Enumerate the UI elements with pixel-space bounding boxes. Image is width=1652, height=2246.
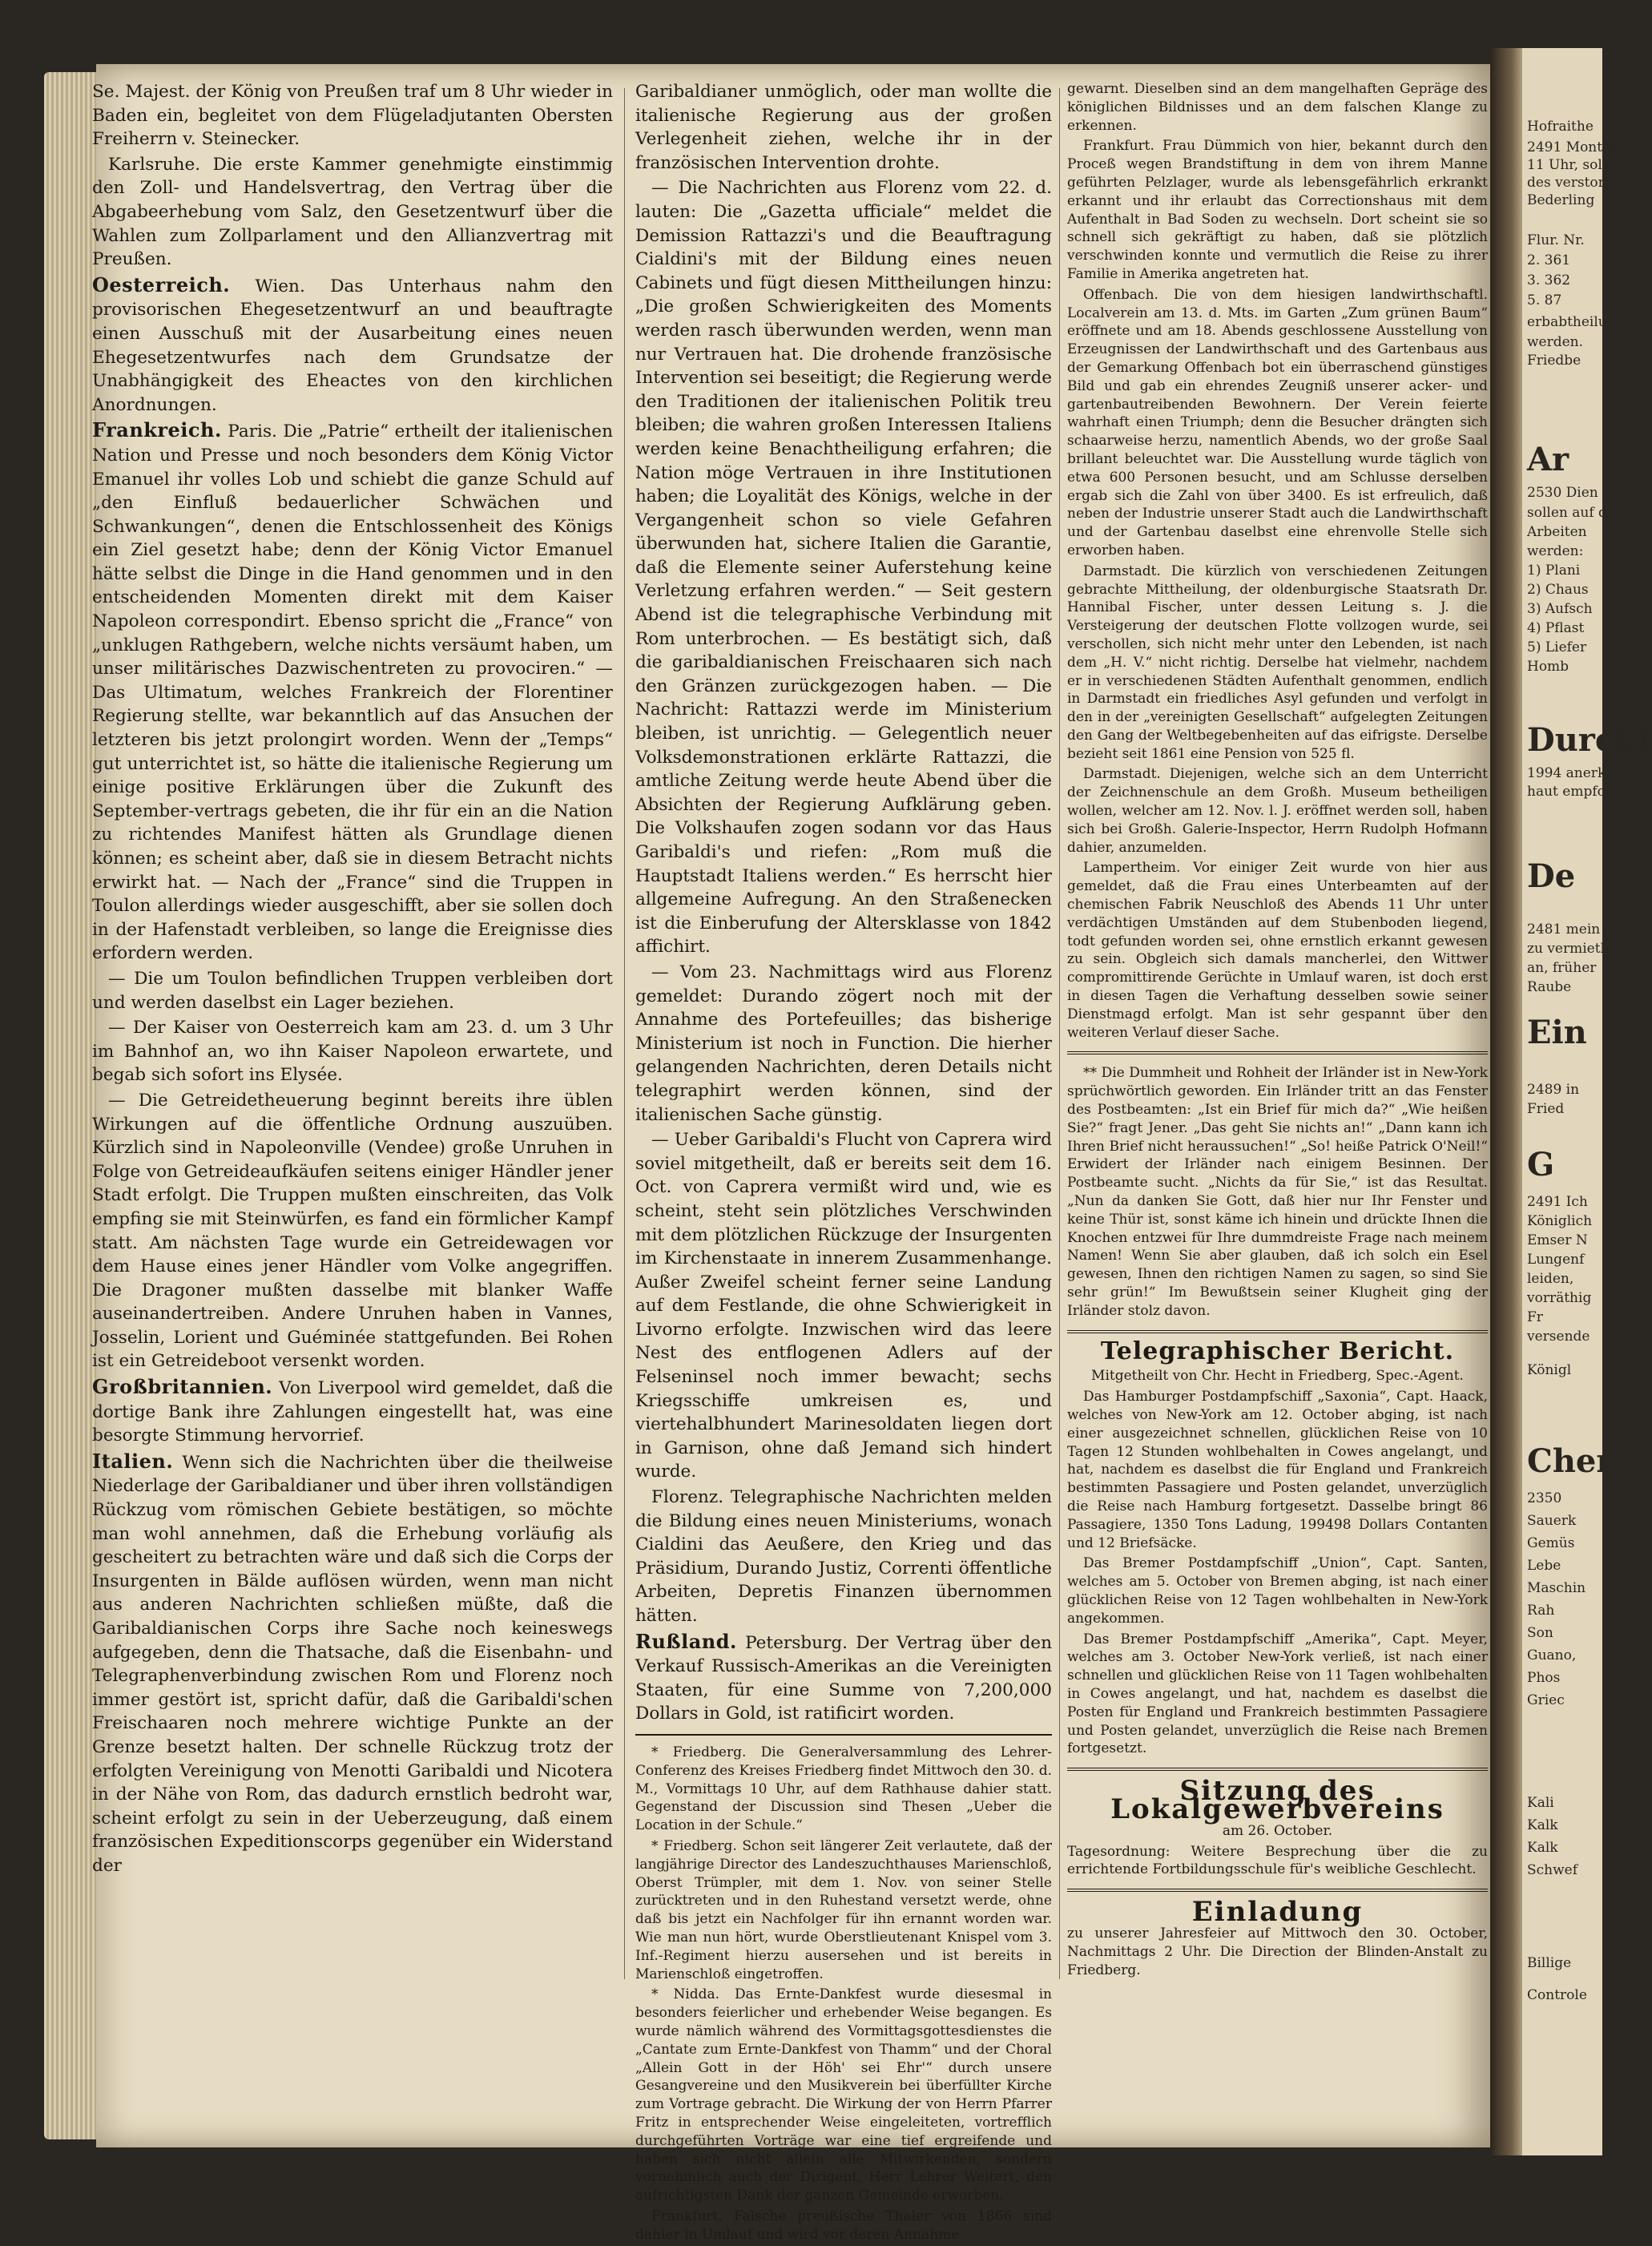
- telegraph-report-title: Telegraphischer Bericht.: [1100, 1337, 1455, 1365]
- article-paragraph: Paris. Die „Patrie“ ertheilt der italienischen Nation und Presse und noch besonders dem König Victor Emanuel ihr volles Lob und schiebt die ganze Schuld auf „den Einfluß bedauerlicher Schwächen und Schwankungen“, denen die Entschlossenheit des Königs ein Ziel gesetzt habe; denn der König Victor Emanuel hätte selbst die Dinge in die Hand genommen und in den entscheidenden Momenten direkt mit dem Kaiser Napoleon correspondirt. Ebenso spricht die „France“ von „unklugen Rathgebern, welche nichts versäumt haben, um unser militärisches Dazwischentreten zu provociren.“ — Das Ultimatum, welches Frankreich der Florentiner Regierung stellte, war bekanntlich auf das Ansuchen der letzteren bis jetzt prolongirt worden. Wenn der „Temps“ gut unterrichtet ist, so hätte die italienische Regierung um einige positive Erklärungen über die Zukunft des September-vertrags gebeten, die ihr für ein an die Nation zu richtendes Manifest hätten als Grundlage dienen können; es scheint aber, daß sie in diesem Betracht nichts erwirkt hat. — Nach der „France“ sind die Truppen in Toulon allerdings wieder ausgeschifft, aber sie sollen doch in der Hafenstadt verbleiben, so lange die Ereignisse dies erfordern werden.: [92, 421, 613, 964]
- local-news-item: Darmstadt. Die kürzlich von verschiedenen Zeitungen gebrachte Mittheilung, der oldenburgische Staatsrath Dr. Hannibal Fischer, unter dessen Leitung s. J. die Versteigerung der deutschen Flotte vollzogen wurde, sei verschollen, sich nicht mehr unter den Lebenden, ist nach dem „H. V.“ nicht richtig. Derselbe hat vielmehr, nachdem er in verschiedenen Städten Aufenthalt genommen, endlich in Darmstadt ein friedliches Asyl gefunden und verfolgt in den in der „vereinigten Gesellschaft“ aufgelegten Zeitungen den Gang der Weltbegebenheiten auf das eifrigste. Derselbe bezieht seit 1861 eine Pension von 525 fl.: [1067, 563, 1488, 762]
- fragment-text: Lungenf: [1527, 1252, 1585, 1268]
- fragment-text: Maschin: [1527, 1580, 1586, 1596]
- local-news-item: gewarnt. Dieselben sind an dem mangelhaften Gepräge des königlichen Bildnisses und an dem falschen Klange zu erkennen.: [1067, 81, 1488, 134]
- section-heading: Italien.: [92, 1449, 174, 1473]
- article-paragraph: — Vom 23. Nachmittags wird aus Florenz gemeldet: Durando zögert noch mit der Annahme des Portefeuilles; das bisherige Ministerium ist noch in Function. Die hierher gelangenden Nachrichten, deren Details nicht telegraphirt werden können, sind der italienischen Sache günstig.: [635, 962, 1052, 1125]
- article-paragraph: — Der Kaiser von Oesterreich kam am 23. d. um 3 Uhr im Bahnhof an, wo ihn Kaiser Napoleon erwartete, und begab sich sofort ins Elysée.: [92, 1018, 613, 1086]
- article-paragraph: — Ueber Garibaldi's Flucht von Caprera wird soviel mitgetheilt, daß er bereits seit dem 16. Oct. von Caprera vermißt wird und, wie es scheint, steht sein plötzliches Verschwinden mit dem plötzlichen Rückzuge der Insurgenten im Kirchenstaate in innerem Zusammenhange. Außer Zweifel scheint ferner seine Landung auf dem Festlande, die ohne Schwierigkeit in Livorno erfolgte. Inzwischen wird das leere Nest des entflogenen Adlers auf der Felseninsel noch immer bewacht; sechs Kriegsschiffe umkreisen es, und viertehalbhundert Marinesoldaten liegen dort in Garnison, ohne daß Jemand sich hindert wurde.: [635, 1130, 1052, 1482]
- article-paragraph: Se. Majest. der König von Preußen traf um 8 Uhr wieder in Baden ein, begleitet von dem Flügeladjutanten Obersten Freiherrn v. Steinecker.: [92, 82, 613, 150]
- meeting-notice-title: Sitzung des Lokalgewerbvereins: [1110, 1775, 1444, 1825]
- fragment-text: 3. 362: [1527, 272, 1571, 288]
- fragment-text: Guano,: [1527, 1647, 1577, 1663]
- fragment-text: leiden,: [1527, 1271, 1574, 1287]
- fragment-text: Ein: [1527, 1014, 1587, 1051]
- fragment-text: werden.: [1527, 334, 1584, 350]
- telegraph-item: Das Bremer Postdampfschiff „Amerika“, Capt. Meyer, welches am 3. October New-York verließ, ist nach einer schnellen und glücklichen Reise von 11 Tagen wohlbehalten in Cowes angelangt, und hat, nachdem es daselbst die Posten für England und Frankreich bestimmten Passagiere und Posten gelandet, unverzüglich die Reise nach Bremen fortgesetzt.: [1067, 1631, 1488, 1757]
- fragment-text: Fried: [1527, 1101, 1565, 1117]
- fragment-text: Fr: [1527, 1309, 1543, 1325]
- fragment-text: Sauerk: [1527, 1513, 1577, 1529]
- article-paragraph: Garibaldianer unmöglich, oder man wollte die italienische Regierung aus der großen Verlegenheit ziehen, welche ihr in der französischen Intervention drohte.: [635, 82, 1052, 173]
- anecdote-paragraph: ** Die Dummheit und Rohheit der Irländer ist in New-York sprüchwörtlich geworden. Ein Irländer tritt an das Fenster des Postbeamten: „Ist ein Brief für mich da?“ „Wie heißen Sie?“ fragt Jener. „Das geht Sie nichts an!“ „Dann kann ich Ihren Brief nicht heraussuchen!“ „So! heiße Patrick O'Neil!“ Erwidert der Irländer nach einigem Besinnen. Der Postbeamte sucht. „Nichts da für Sie,“ ist das Resultat. „Nun da danken Sie Gott, daß hier nur Ihr Fenster und keine Thür ist, sonst käme ich hinein und drückte Ihnen die Knochen entzwei für Ihre dummdreiste Frage nach meinem Namen! Wenn Sie aber glauben, daß ich solch ein Esel gewesen, Ihnen den richtigen Namen zu sagen, so sind Sie sehr grün!“ Im Bewußtsein seiner Klugheit ging der Irländer stolz davon.: [1067, 1065, 1488, 1319]
- fragment-text: 5) Liefer: [1527, 639, 1587, 655]
- fragment-text: 2350: [1527, 1490, 1562, 1506]
- adjacent-page-fragment: [1522, 48, 1652, 2155]
- fragment-text: des verstorben: [1527, 175, 1630, 191]
- telegraph-source: Mitgetheilt von Chr. Hecht in Friedberg, Spec.-Agent.: [1091, 1368, 1464, 1385]
- fragment-text: Friedbe: [1527, 353, 1581, 369]
- fragment-text: 2530 Dien: [1527, 485, 1598, 501]
- fragment-text: Königl: [1527, 1362, 1572, 1378]
- local-news-block: [635, 1744, 1052, 2244]
- fragment-text: 4) Pflast: [1527, 620, 1585, 636]
- section-heading: Rußland.: [635, 1629, 737, 1653]
- fragment-text: G: [1527, 1146, 1555, 1183]
- fragment-text: 2491 Montag: [1527, 139, 1620, 155]
- section-rule: [1067, 1889, 1488, 1892]
- fragment-text: Emser N: [1527, 1232, 1588, 1248]
- fragment-text: vorräthig: [1527, 1290, 1592, 1306]
- fragment-text: Schwef: [1527, 1862, 1578, 1878]
- fragment-text: 1) Plani: [1527, 563, 1581, 579]
- fragment-text: erbabtheilung: [1527, 314, 1625, 330]
- fragment-text: Königlich: [1527, 1213, 1593, 1229]
- article-paragraph: Florenz. Telegraphische Nachrichten melden die Bildung eines neuen Ministeriums, wonach Cialdini das Aeußere, den Krieg und das Präsidium, Durando Justiz, Correnti öffentliche Arbeiten, Depretis Finanzen übernommen hätten.: [635, 1487, 1052, 1626]
- local-news-item: Offenbach. Die von dem hiesigen landwirthschaftl. Localverein am 13. d. Mts. im Garten „Zum grünen Baum“ eröffnete und am 18. Abends geschlossene Ausstellung von Erzeugnissen der Landwirthschaft und des Gartenbaus aus der Gemarkung Offenbach bot ein überraschend günstiges Bild und gab ein ehrendes Zeugniß unserer acker- und gartenbautreibenden Bewohnern. Der Verein feierte wahrhaft einen Triumph; denn die Besucher drängten sich schaarweise herzu, namentlich Abends, wo der große Saal brillant beleuchtet war. Die Ausstellung wurde täglich von etwa 600 Personen besucht, und am Schlusse derselben ergab sich die Zahl von über 3400. Es ist erfreulich, daß neben der Industrie unserer Stadt auch die Landwirthschaft und der Gartenbau daselbst eine ehrenvolle Stelle sich erworben haben.: [1067, 286, 1488, 558]
- article-paragraph: — Die um Toulon befindlichen Truppen verbleiben dort und werden daselbst ein Lager beziehen.: [92, 968, 613, 1013]
- fragment-text: Kali: [1527, 1795, 1554, 1811]
- section-rule: [1067, 1768, 1488, 1771]
- fragment-text: Controle: [1527, 1987, 1587, 2003]
- fragment-text: 2481 mein: [1527, 921, 1601, 938]
- telegraph-item: Das Hamburger Postdampfschiff „Saxonia“, Capt. Haack, welches von New-York am 12. October abging, ist nach einer ausgezeichnet schnellen, glücklichen Reise von 10 Tagen 12 Stunden wohlbehalten in Cowes angelangt, und hat, nachdem es daselbst die für England und Frankreich bestimmten Passagiere und Posten gelandet, unverzüglich die Reise nach Hamburg fortgesetzt. Dasselbe bringt 86 Passagiere, 1350 Tons Ladung, 199498 Dollars Contanten und 12 Briefsäcke.: [1067, 1389, 1488, 1551]
- section-rule: [1067, 1051, 1488, 1054]
- invitation-text: zu unserer Jahresfeier auf Mittwoch den 30. October, Nachmittags 2 Uhr. Die Direction der Blinden-Anstalt zu Friedberg.: [1067, 1925, 1488, 1978]
- fragment-text: 2) Chaus: [1527, 582, 1589, 598]
- fragment-text: Griec: [1527, 1692, 1565, 1708]
- fragment-text: Durchf: [1527, 721, 1652, 759]
- fragment-text: Hofraithe: [1527, 119, 1594, 135]
- column-divider: [624, 88, 625, 1979]
- fragment-text: 1994 anerk: [1527, 765, 1606, 781]
- telegraph-item: Das Bremer Postdampfschiff „Union“, Capt. Santen, welches am 5. October von Bremen abging, ist nach einer glücklichen Reise von 12 Tagen wohlbehalten in New-York angekommen.: [1067, 1555, 1488, 1627]
- meeting-notice-date: am 26. October.: [1222, 1822, 1333, 1839]
- section-rule: [635, 1734, 1052, 1736]
- fragment-text: 2489 in: [1527, 1082, 1580, 1098]
- fragment-text: 3) Aufsch: [1527, 601, 1593, 617]
- local-news-item: Darmstadt. Diejenigen, welche sich an dem Unterricht der Zeichnenschule an dem Großh. Museum betheiligen wollen, welcher am 12. Nov. l. J. eröffnet werden soll, haben sich bei Großh. Galerie-Inspector, Herrn Rudolph Hofmann dahier, anzumelden.: [1067, 766, 1488, 856]
- fragment-text: zu vermieth: [1527, 941, 1610, 957]
- fragment-text: 2. 361: [1527, 252, 1571, 268]
- invitation-title: Einladung: [1191, 1896, 1364, 1929]
- fragment-text: 5. 87: [1527, 292, 1562, 308]
- fragment-text: 2491 Ich: [1527, 1194, 1588, 1210]
- fragment-text: Cher: [1527, 1442, 1614, 1480]
- fragment-text: versende: [1527, 1329, 1590, 1345]
- column-divider: [1059, 88, 1060, 1979]
- article-paragraph: Wenn sich die Nachrichten über die theilweise Niederlage der Garibaldianer und über ihren vollständigen Rückzug vom römischen Gebiete bestätigen, so möchte man wohl annehmen, daß die Erhebung vorläufig als gescheitert zu betrachten wäre und daß sich die Corps der Insurgenten in Bälde auflösen würden, wenn man nicht aus anderen Nachrichten schließen müßte, daß die Garibaldianischen Corps ihre Sache noch keineswegs aufgegeben, denn die Thatsache, daß die Eisenbahn- und Telegraphenverbindung zwischen Rom und Florenz noch immer gestört ist, spricht dafür, daß die Garibaldi'schen Freischaaren noch mehrere wichtige Punkte an der Grenze besetzt halten. Der schnelle Rückzug trotz der erfolgten Vereinigung von Menotti Garibaldi und Nicotera in der Nähe von Rom, das dadurch ernstlich bedroht war, scheint erfolgt zu sein in der Ueberzeugung, daß einem französischen Expeditionscorps gegenüber ein Widerstand der: [92, 1452, 613, 1876]
- article-paragraph: Wien. Das Unterhaus nahm den provisorischen Ehegesetzentwurf an und beauftragte einen Ausschuß mit der Ausarbeitung eines neuen Ehegesetzentwurfes nach dem Grundsatze der Unabhängigkeit des Eheactes von den kirchlichen Anordnungen.: [92, 276, 613, 415]
- fragment-text: Gemüs: [1527, 1535, 1575, 1551]
- article-paragraph: Karlsruhe. Die erste Kammer genehmigte einstimmig den Zoll- und Handelsvertrag, den Vertrag über die Abgabeerhebung vom Salz, den Gesetzentwurf über die Wahlen zum Zollparlament und den Allianzvertrag mit Preußen.: [92, 154, 613, 270]
- fragment-text: Lebe: [1527, 1558, 1561, 1574]
- article-paragraph: Petersburg. Der Vertrag über den Verkauf Russisch-Amerikas an die Vereinigten Staaten, für eine Summe von 7,200,000 Dollars in Gold, ist ratificirt worden.: [635, 1632, 1052, 1724]
- section-rule: [1067, 1330, 1488, 1333]
- book-gutter: [1490, 48, 1526, 2155]
- article-paragraph: Von Liverpool wird gemeldet, daß die dortige Bank ihre Zahlungen eingestellt hat, was eine besorgte Stimmung hervorrief.: [92, 1378, 613, 1446]
- news-column-2: [635, 80, 1052, 2246]
- fragment-text: Homb: [1527, 659, 1569, 675]
- fragment-text: sollen auf den: [1527, 505, 1624, 521]
- fragment-text: Raube: [1527, 979, 1572, 995]
- article-paragraph: — Die Nachrichten aus Florenz vom 22. d. lauten: Die „Gazetta ufficiale“ meldet die Demission Rattazzi's und die Beauftragung Cialdini's mit der Bildung eines neuen Cabinets und fügt diesen Mittheilungen hinzu: „Die großen Schwierigkeiten des Moments werden rasch überwunden werden, wenn man nur Vertrauen hat. Die drohende französische Intervention sei beseitigt; die Regierung werde den Traditionen der italienischen Politik treu bleiben; die wahren großen Interessen Italiens werden keine Benachtheiligung erfahren; die Nation möge Vertrauen in ihre Institutionen haben; die Loyalität des Königs, welche in der Vergangenheit schon so viele Gefahren überwunden hat, sichere Italien die Garantie, daß die Elemente seiner Auferstehung keine Verletzung erfahren werden.“ — Seit gestern Abend ist die telegraphische Verbindung mit Rom unterbrochen. — Es bestätigt sich, daß die garibaldianischen Freischaaren sich nach den Gränzen zurückgezogen haben. — Die Nachricht: Rattazzi werde im Ministerium bleiben, ist unrichtig. — Gelegentlich neuer Volksdemonstrationen erklärte Rattazzi, die amtliche Zeitung werde heute Abend über die Absichten der Regierung Aufklärung geben. Die Volkshaufen zogen sodann vor das Haus Garibaldi's und riefen: „Rom muß die Hauptstadt Italiens werden.“ Es herrscht hier allgemeine Aufregung. An den Straßenecken ist die Einberufung der Altersklasse von 1842 affichirt.: [635, 178, 1052, 958]
- fragment-text: Kalk: [1527, 1840, 1558, 1856]
- local-news-item: * Nidda. Das Ernte-Dankfest wurde diesesmal in besonders feierlicher und erhebender Weise begangen. Es wurde nämlich während des Vormittagsgottesdienstes die „Cantate zum Ernte-Dankfest von Thamm“ und der Choral „Allein Gott in der Höh' sei Ehr'“ durch unsere Gesangvereine und den Musikverein bei überfüllter Kirche zum Vortrage gebracht. Die Wirkung der von Herrn Pfarrer Fritz in entsprechender Weise eingeleiteten, vortrefflich durchgeführten Vorträge war eine tief ergreifende und haben sich nicht allein alle Mitwirkenden, sondern vornehmlich auch der Dirigent, Herr Lehrer Weitert, den aufrichtigsten Dank der ganzen Gemeinde erworben.: [635, 1986, 1052, 2204]
- local-news-item: Frankfurt. Falsche preußische Thaler von 1866 sind dahier in Umlauf und wird vor deren Annahme: [635, 2208, 1052, 2243]
- fragment-text: 11 Uhr, sollen: [1527, 157, 1624, 173]
- fragment-text: Phos: [1527, 1670, 1561, 1686]
- fragment-text: Arbeiten: [1527, 524, 1587, 540]
- fragment-text: Ar: [1527, 441, 1569, 478]
- section-heading: Großbritannien.: [92, 1375, 273, 1399]
- fragment-text: Kalk: [1527, 1817, 1558, 1833]
- article-paragraph: — Die Getreidetheuerung beginnt bereits ihre üblen Wirkungen auf die öffentliche Ordnung auszuüben. Kürzlich sind in Napoleonville (Vendee) große Unruhen in Folge von Getreideaufkäufen seitens einiger Händler jener Stadt erfolgt. Die Truppen mußten einschreiten, das Volk empfing sie mit Steinwürfen, es fand ein förmlicher Kampf statt. Am nächsten Tage wurde ein Getreidewagen vor dem Hause eines jener Händler vom Volke angegriffen. Die Dragoner mußten dasselbe mit blanker Waffe auseinandertreiben. Andere Unruhen haben in Vannes, Josselin, Lorient und Guéminée stattgefunden. Bei Rohen ist ein Getreideboot versenkt worden.: [92, 1090, 613, 1372]
- news-column-1: [92, 80, 613, 1880]
- meeting-notice-text: Tagesordnung: Weitere Besprechung über die zu errichtende Fortbildungsschule für's weibliche Geschlecht.: [1067, 1843, 1488, 1878]
- fragment-text: haut empfo: [1527, 784, 1606, 800]
- news-column-3: [1067, 80, 1488, 1982]
- fragment-text: De: [1527, 857, 1576, 895]
- section-heading: Oesterreich.: [92, 272, 231, 296]
- fragment-text: Flur. Nr.: [1527, 232, 1585, 248]
- fragment-text: Bederling: [1527, 192, 1595, 208]
- local-news-item: Frankfurt. Frau Dümmich von hier, bekannt durch den Proceß wegen Brandstiftung in dem von ihrem Manne geführten Pelzlager, wurde als lebensgefährlich erkrankt erkannt und ihr erlaubt das Correctionshaus mit dem Aufenthalt in Bad Soden zu wechseln. Dort scheint sie so schnell sich gekräftigt zu haben, daß sie plötzlich verschwinden konnte und vermutlich die Reise zu ihrer Familie in Amerika angetreten hat.: [1067, 138, 1488, 282]
- section-heading: Frankreich.: [92, 418, 222, 442]
- fragment-text: Rah: [1527, 1603, 1555, 1619]
- local-news-item: Lampertheim. Vor einiger Zeit wurde von hier aus gemeldet, daß die Frau eines Unterbeamten auf der chemischen Fabrik Neuschloß des Abends 11 Uhr unter verdächtigen Umständen auf dem Stubenboden liegend, todt gefunden worden sei, ohne ernstlich erkannt gewesen zu sein. Obgleich sich damals mancherlei, den Wittwer compromittirende Gerüchte in Umlauf waren, ist doch erst in diesen Tagen die Verhaftung desselben sowie seiner Dienstmagd erfolgt. Man ist sehr gespannt über den weiteren Verlauf dieser Sache.: [1067, 860, 1488, 1041]
- local-news-item: * Friedberg. Schon seit längerer Zeit verlautete, daß der langjährige Director des Landeszuchthauses Marienschloß, Oberst Trümpler, mit dem 1. Nov. von seiner Stelle zurücktreten und in den Ruhestand versetzt werde, ohne daß bis jetzt ein Nachfolger für ihn ernannt worden war. Wie man nun hört, wurde Oberstlieutenant Knispel vom 3. Inf.-Regiment hierzu ausersehen und ist bereits in Marienschloß eingetroffen.: [635, 1837, 1052, 1982]
- fragment-text: an, früher: [1527, 960, 1597, 976]
- fragment-text: Billige: [1527, 1955, 1572, 1971]
- fragment-text: Son: [1527, 1625, 1553, 1641]
- fragment-text: werden:: [1527, 543, 1584, 559]
- local-news-item: * Friedberg. Die Generalversammlung des Lehrer-Conferenz des Kreises Friedberg findet Mittwoch den 30. d. M., Vormittags 10 Uhr, auf dem Rathhause dahier statt. Gegenstand der Discussion sind Thesen „Ueber die Location in der Schule.“: [635, 1744, 1052, 1834]
